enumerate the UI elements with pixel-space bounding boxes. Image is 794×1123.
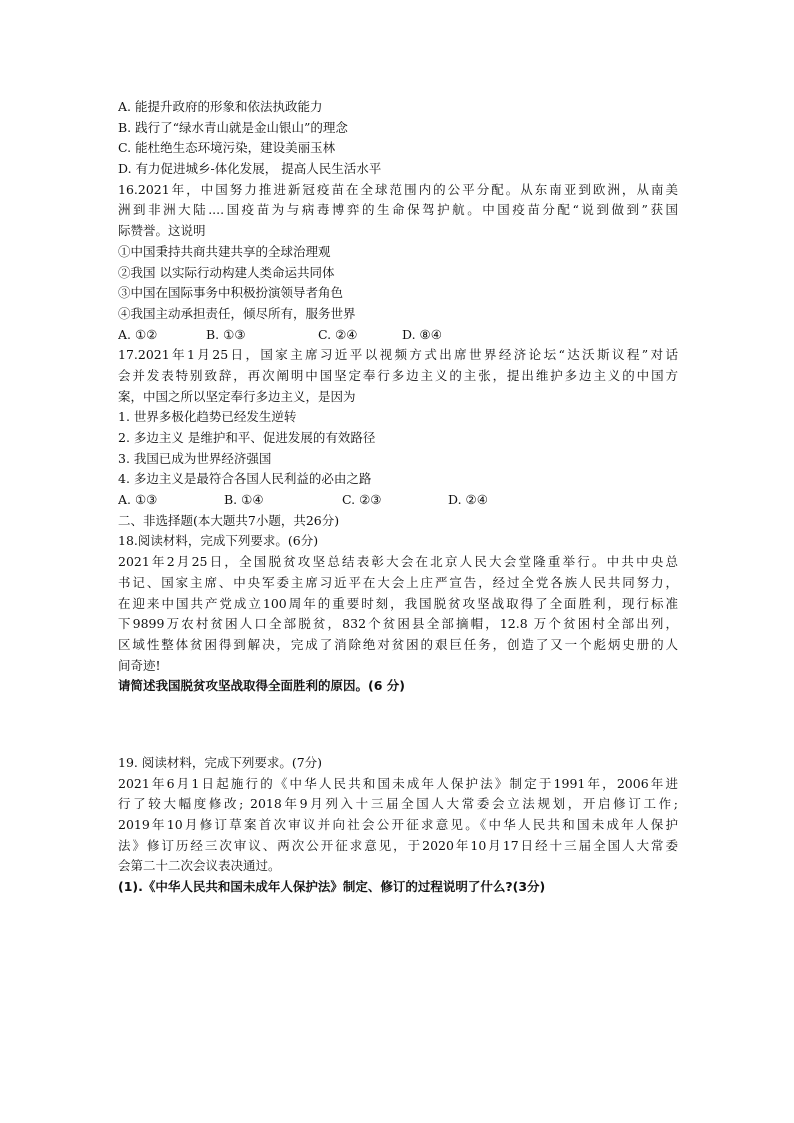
q16-stem-line: 16.2021年，中国努力推进新冠疫苗在全球范围内的公平分配。从东南亚到欧洲，从南美: [118, 181, 678, 197]
q19-question-1: (1).《中华人民共和国未成年人保护法》制定、修订的过程说明了什么?(3分): [118, 879, 546, 895]
q16-choice-a: A. ①②: [118, 326, 158, 342]
q17-statement-4: 4. 多边主义是最符合各国人民利益的必由之路: [118, 471, 372, 487]
question-18: [118, 531, 678, 697]
q16-choice-b: B. ①③: [206, 326, 246, 342]
q15-option-d: D. 有力促进城乡-体化发展， 提高人民生活水平: [118, 161, 382, 177]
q17-stem-line: 17.2021年1月25日，国家主席习近平以视频方式出席世界经济论坛“达沃斯议程”对话: [118, 347, 678, 363]
q17-choice-a: A. ①③: [118, 492, 158, 508]
q16-choice-c: C. ②④: [318, 326, 358, 342]
answer-space: [118, 697, 678, 753]
q15-option-c: C. 能杜绝生态环境污染，建设美丽玉林: [118, 140, 336, 156]
question-16: [118, 180, 678, 346]
q18-material-line: 区域性整体贫困得到解决，完成了消除绝对贫困的艰巨任务，创造了又一个彪炳史册的人: [118, 636, 678, 652]
q17-choice-c: C. ②③: [342, 492, 382, 508]
q16-statement-1: ①中国秉持共商共建共享的全球治理观: [118, 243, 331, 259]
q16-choices: [118, 325, 678, 346]
section-2-title: 二、非选择题(本大题共7小题，共26分): [118, 512, 340, 528]
q19-material-line: 2019年10月修订草案首次审议并向社会公开征求意见。《中华人民共和国未成年人保护: [118, 817, 678, 832]
q17-statement-1: 1. 世界多极化趋势已经发生逆转: [118, 409, 297, 425]
q17-choice-d: D. ②④: [448, 492, 488, 508]
q16-stem-line: 洲到非洲大陆....国疫苗为与病毒博弈的生命保驾护航。中国疫苗分配“说到做到”获国: [118, 202, 678, 218]
q19-material-line: 会第二十二次会议表决通过。: [118, 858, 281, 874]
q18-material-line: 下9899万农村贫困人口全部脱贫，832个贫困县全部摘帽，12.8 万个贫困村全部出列，: [118, 616, 678, 632]
q15-option-a: A. 能提升政府的形象和依法执政能力: [118, 99, 323, 114]
q18-material-line: 在迎来中国共产党成立100周年的重要时刻，我国脱贫攻坚战取得了全面胜利，现行标准: [118, 595, 678, 611]
q18-material-line: 2021年2月25日，全国脱贫攻坚总结表彰大会在北京人民大会堂隆重举行。中共中央总: [118, 554, 678, 570]
q15-options: [118, 97, 678, 180]
question-19: [118, 753, 678, 898]
q18-material-line: 书记、国家主席、中央军委主席习近平在大会上庄严宣告，经过全党各族人民共同努力，: [118, 574, 678, 590]
q16-statement-3: ③中国在国际事务中积极扮演领导者角色: [118, 285, 344, 301]
q18-title: 18.阅读材料，完成下列要求。(6分): [118, 533, 319, 549]
q17-statement-2: 2. 多边主义 是维护和平、促进发展的有效路径: [118, 430, 376, 445]
q17-statement-3: 3. 我国已成为世界经济强国: [118, 450, 272, 466]
q15-option-b: B. 践行了“绿水青山就是金山银山”的理念: [118, 119, 348, 135]
q16-choice-d: D. ⑧④: [402, 326, 442, 342]
exam-page: [118, 97, 678, 898]
q18-material-line: 间奇迹!: [118, 657, 161, 673]
question-17: [118, 345, 678, 511]
q17-stem-line: 会并发表特别致辞，再次阐明中国坚定奉行多边主义的主张，提出维护多边主义的中国方: [118, 367, 678, 383]
q19-material-line: 法》修订历经三次审议、两次公开征求意见，于2020年10月17日经十三届全国人大常委: [118, 837, 678, 853]
q16-statement-4: ④我国主动承担责任，倾尽所有，服务世界: [118, 305, 356, 321]
q16-stem-line: 际赞誉。这说明: [118, 223, 206, 239]
q17-choices: [118, 490, 678, 511]
q19-material-line: 行了较大幅度修改; 2018年9月列入十三届全国人大常委会立法规划，开启修订工作;: [118, 796, 678, 812]
q17-stem-line: 案，中国之所以坚定奉行多边主义，是因为: [118, 388, 356, 404]
q17-choice-b: B. ①④: [224, 492, 264, 508]
q19-material-line: 2021年6月1日起施行的《中华人民共和国未成年人保护法》制定于1991年，2006年进: [118, 775, 678, 791]
q19-title: 19. 阅读材料，完成下列要求。(7分): [118, 754, 323, 770]
q16-statement-2: ②我国 以实际行动构建人类命运共同体: [118, 264, 335, 280]
q18-question: 请简述我国脱贫攻坚战取得全面胜利的原因。(6 分): [118, 678, 405, 694]
